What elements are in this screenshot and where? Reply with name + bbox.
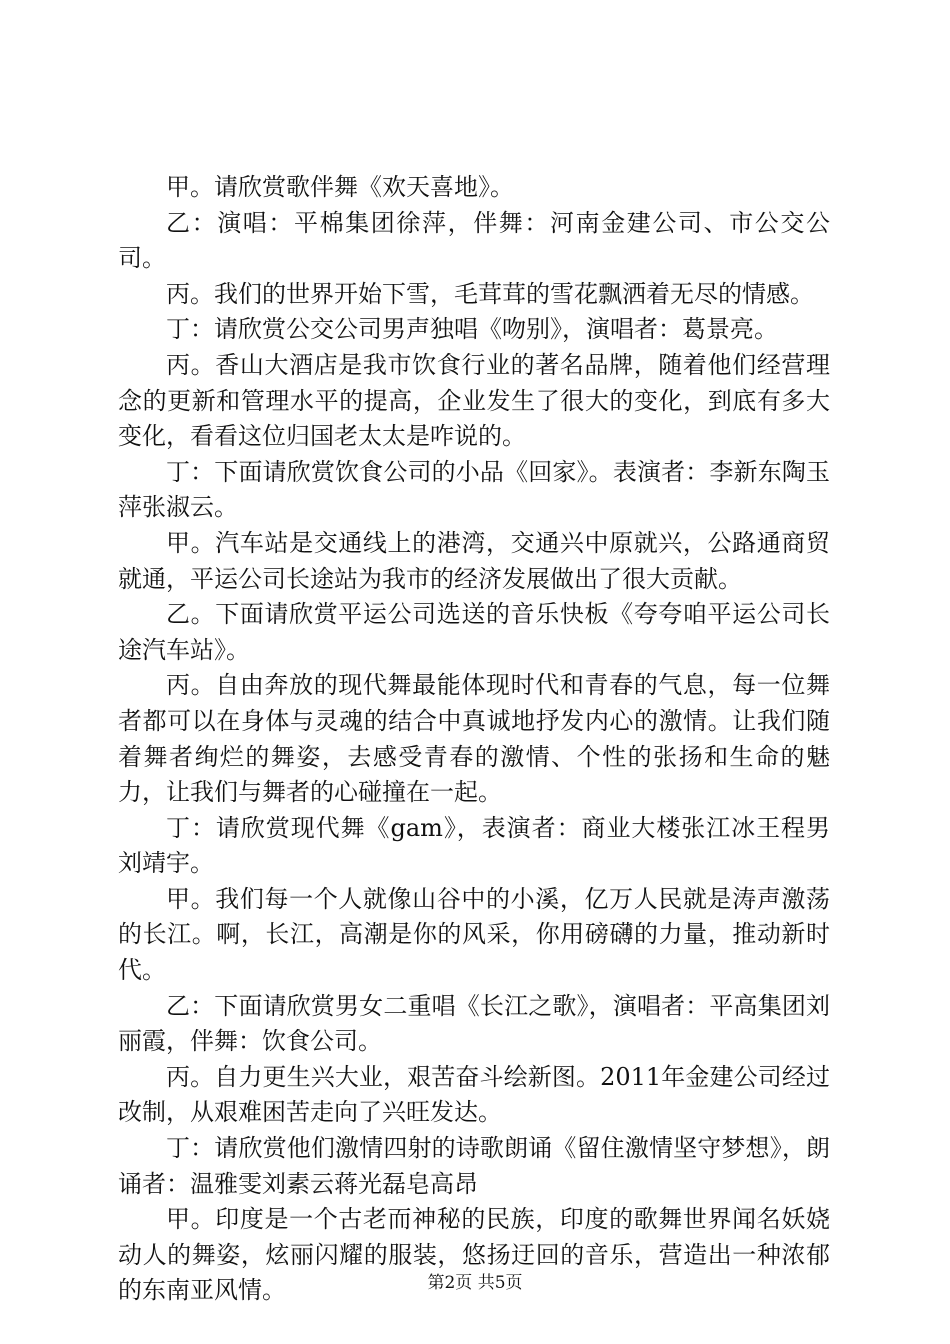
paragraph: 丁：下面请欣赏饮食公司的小品《回家》。表演者：李新东陶玉萍张淑云。 bbox=[118, 457, 830, 522]
paragraph: 丁：请欣赏他们激情四射的诗歌朗诵《留住激情坚守梦想》，朗诵者：温雅雯刘素云蒋光磊皂高昂 bbox=[118, 1134, 830, 1198]
page-number-footer: 第2页 共5页 bbox=[427, 1273, 523, 1293]
paragraph: 甲。我们每一个人就像山谷中的小溪，亿万人民就是涛声激荡的长江。啊，长江，高潮是你的风采，你用磅礴的力量，推动新时代。 bbox=[118, 884, 830, 985]
paragraph: 乙：下面请欣赏男女二重唱《长江之歌》，演唱者：平高集团刘丽霞，伴舞：饮食公司。 bbox=[118, 991, 830, 1056]
paragraph: 乙。下面请欣赏平运公司选送的音乐快板《夸夸咱平运公司长途汽车站》。 bbox=[118, 600, 830, 664]
paragraph: 丁：请欣赏公交公司男声独唱《吻别》，演唱者：葛景亮。 bbox=[166, 315, 778, 344]
paragraph: 甲。请欣赏歌伴舞《欢天喜地》。 bbox=[166, 173, 514, 201]
paragraph: 丙。我们的世界开始下雪，毛茸茸的雪花飘洒着无尽的情感。 bbox=[166, 279, 814, 308]
paragraph: 乙：演唱：平棉集团徐萍，伴舞：河南金建公司、市公交公司。 bbox=[118, 208, 830, 273]
document-body bbox=[118, 170, 830, 1309]
paragraph: 甲。印度是一个古老而神秘的民族，印度的歌舞世界闻名妖娆动人的舞姿，炫丽闪耀的服装，悠扬迂回的音乐，营造出一种浓郁的东南亚风情。 bbox=[118, 1205, 830, 1305]
paragraph: 丙。香山大酒店是我市饮食行业的著名品牌，随着他们经营理念的更新和管理水平的提高，企业发生了很大的变化，到底有多大变化，看看这位归国老太太是咋说的。 bbox=[118, 350, 830, 451]
paragraph: 丙。自由奔放的现代舞最能体现时代和青春的气息，每一位舞者都可以在身体与灵魂的结合中真诚地抒发内心的激情。让我们随着舞者绚烂的舞姿，去感受青春的激情、个性的张扬和生命的魅力，让我们与舞者的心碰撞在一起。 bbox=[118, 671, 830, 807]
paragraph: 丁：请欣赏现代舞《gam》，表演者：商业大楼张江冰王程男刘靖宇。 bbox=[118, 813, 830, 878]
paragraph: 甲。汽车站是交通线上的港湾，交通兴中原就兴，公路通商贸就通，平运公司长途站为我市的经济发展做出了很大贡献。 bbox=[118, 528, 830, 593]
paragraph: 丙。自力更生兴大业，艰苦奋斗绘新图。2011年金建公司经过改制，从艰难困苦走向了兴旺发达。 bbox=[118, 1062, 830, 1127]
